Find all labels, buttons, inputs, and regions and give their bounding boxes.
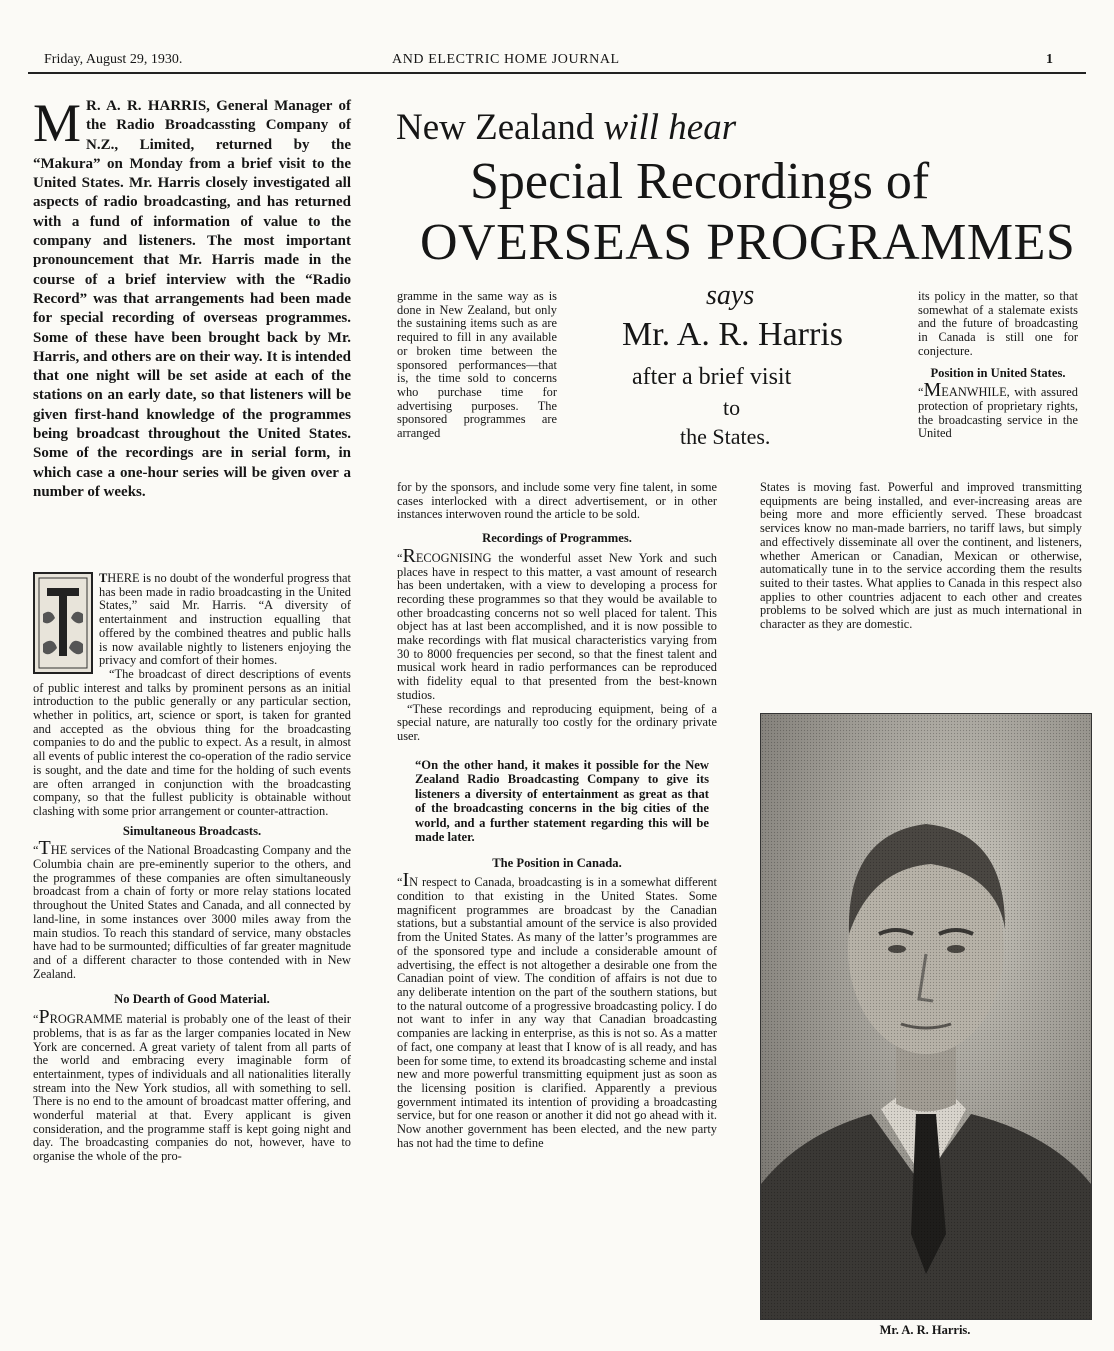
photo-caption: Mr. A. R. Harris. xyxy=(879,1323,971,1337)
col1-para4-quote: “ xyxy=(33,1012,39,1027)
col2-para1-cap: R xyxy=(402,544,416,567)
headline-line3: OVERSEAS PROGRAMMES xyxy=(420,214,1076,271)
ornament-icon xyxy=(35,574,91,672)
col2-para3-text: N respect to Canada, broadcasting is in a somewhat different condition to that existing in the United States. Some magnificent programmes are broadcast by the Canadian stations, but a substantial amount of the service is also provided from the United States. As many of the latter’s programmes are of the sponsored type and include a considerable amount of advertising, the effect is not altogether a desirable one from the Canadian point of view. The condition of affairs is not due to any deliberate intention on the part of the southern stations, but to the natural outcome of a progressive broadcasting policy. I do not want to infer in any way that Canadian broadcasting companies are lacking in enterprise, as this is not so. As a matter of fact, one company at least that I know of is all ready, and has been for some time, to extend its broadcasting scheme and instal new and more powerful transmitting equipment just as soon as the licensing position is clarified. Apparently a previous government intimated its intention of providing a broadcasting service, but for one reason or another it did not go ahead with it. Now another government has been elected, and the new party has not had the time to define xyxy=(397,875,718,1150)
col2-para3-quote: “ xyxy=(397,875,403,890)
intro-drop-cap: M xyxy=(33,93,82,153)
col1-para1-text: HERE is no doubt of the wonderful progress that has been made in radio broadcasting in the United States,” said Mr. Harris. “A diversity of entertainment and instruction equalling that offered by the combined theatres and public halls is now available nightly to listeners enjoying the privacy and comfort of their homes. xyxy=(99,571,351,668)
headline-line1 xyxy=(396,106,736,149)
col3-para-cap: M xyxy=(923,379,942,402)
col3-para-cont: States is moving fast. Powerful and improved transmitting equipments are being installed, and ever-increasing areas are being more and more efficiently served. These broadcast services know no man-made barriers, no tariff laws, but simply and effectively disseminate all over the continent, and listeners, whether American or Canadian, Mexican or otherwise, automatically tune in to the service according them the results suited to their tastes. What applies to Canada in this respect also applies to other countries adjacent to each other and creates problems to be solved which are just as much international in character as they are domestic. xyxy=(760,480,1082,632)
col2-para1-text: ECOGNISING the wonderful asset New York and such places have in respect to this matter, a vast amount of research has been undertaken, with a view to developing a process for recording these programmes so that they would be available to other broadcasting concerns not so well placed for talent. This object has at last been accomplished, and it is now possible to make recordings with flat musical characteristics varying from 30 to 8000 frequencies per second, so that the finest talent and musical work heard in radio performances can be reproduced with fidelity equal to that presented from the best-known studios. xyxy=(397,550,717,702)
col1-para1-drop: T xyxy=(99,571,108,585)
byline-name: Mr. A. R. Harris xyxy=(622,316,843,353)
col2-top-text: gramme in the same way as is done in New Zealand, but only the sustaining items such as are required to fill in any available or broken time between the sponsored performances—that is, the time sold to concerns who purchase time for advertising purposes. The sponsored programmes are arranged xyxy=(397,289,557,441)
headline-line1-plain: New Zealand xyxy=(396,107,604,148)
headline-line1-italic: will hear xyxy=(603,107,737,148)
col3-top-text: its policy in the matter, so that somewhat of a stalemate exists and the future of broadcasting in Canada is still one for conjecture. xyxy=(918,289,1078,358)
col1-para3-text: HE services of the National Broadcasting Company and the Columbia chain are pre-eminently superior to the others, and the programmes of these companies are often simultaneously broadcast from a chain of forty or more relay stations located throughout the United States and Canada, and all connected by land-line, in some instances over 3000 miles away from the main studios. To reach this standard of service, many obstacles have had to be surmounted; difficulties of far greater magnitude and of a different character to those contended with in New Zealand. xyxy=(33,843,351,981)
column-3 xyxy=(760,481,1082,632)
intro-text: R. A. R. HARRIS, General Manager of the Radio Broadcassting Company of N.Z., Limited, returned by the “Makura” on Monday from a brief visit to the United States. Mr. Harris closely investigated all aspects of radio broadcasting, and has returned with a fund of information of value to the company and listeners. The most important pronouncement that Mr. Harris made in the course of a brief interview with the “Radio Record” was that arrangements had been made for special recording of overseas programmes. Some of these have been brought back by Mr. Harris, and others are on their way. It is intended that one night will be set aside at each of the stations on an early date, so that listeners will be given first-hand knowledge of the programmes being broadcast throughout the United States. Some of the recordings are in serial form, in which case a one-hour series will be given over a number of weeks. xyxy=(33,98,351,500)
pull-quote: “On the other hand, it makes it possible for the New Zealand Radio Broadcasting Company to give its listeners a diversity of entertainment as great as that of the broadcasting concerns in the big cities of the world, and a further statement regarding this will be made later. xyxy=(415,757,709,845)
col3-para-quote: “ xyxy=(918,385,924,400)
col1-para3 xyxy=(33,837,351,981)
col2-para1-quote: “ xyxy=(397,550,403,565)
column-1 xyxy=(33,572,351,1164)
column-3-top xyxy=(918,290,1078,441)
subhead-recordings: Recordings of Programmes. xyxy=(482,531,632,546)
byline-to: to xyxy=(723,395,741,420)
col1-para3-cap: T xyxy=(38,837,51,860)
intro-paragraph xyxy=(33,93,351,502)
column-2 xyxy=(397,481,717,1150)
byline-says: says xyxy=(706,280,755,311)
column-2-top xyxy=(397,290,557,441)
col2-para1 xyxy=(397,544,717,703)
byline-after: after a brief visit xyxy=(632,364,792,390)
portrait-image xyxy=(761,714,1091,1319)
col2-para3-cap: I xyxy=(402,869,410,892)
portrait-photo xyxy=(760,713,1092,1320)
col1-para4-cap: P xyxy=(38,1006,50,1029)
byline-states: the States. xyxy=(680,424,771,449)
header-rule xyxy=(28,72,1086,74)
col1-para4 xyxy=(33,1006,351,1164)
subhead-position-us: Position in United States. xyxy=(930,365,1066,380)
header-date: Friday, August 29, 1930. xyxy=(44,52,183,67)
subhead-simultaneous: Simultaneous Broadcasts. xyxy=(122,823,262,838)
subhead-canada: The Position in Canada. xyxy=(492,855,622,870)
ornamental-initial xyxy=(33,572,93,674)
col2-cont: for by the sponsors, and include some very fine talent, in some cases interlocked with a direct advertisement, or in other instances interwoven round the article to be sold. xyxy=(397,480,717,522)
col1-para2: “The broadcast of direct descriptions of events of public interest and talks by prominent persons as an initial introduction to the public generally or any particular section, whether in politics, art, science or sport, is taken for granted and accepted as the obvious thing for the broadcasting companies to do and the public to expect. As a result, in almost all events of public interest the co-operation of the radio service is sought, and the date and time for the holding of such events are often arranged in conjunction with the broadcasting company, so that the fullest publicity is obtainable without clashing with some prior arrangement or counter-attraction. xyxy=(33,666,351,818)
col3-para-top-text: EANWHILE, with assured protection of proprietary rights, the broadcasting service in the United xyxy=(918,385,1078,441)
subhead-no-dearth: No Dearth of Good Material. xyxy=(114,992,270,1007)
headline-line2: Special Recordings of xyxy=(470,153,930,210)
col1-para4-text: ROGRAMME material is probably one of the least of their problems, that is as far as the larger companies located in New York are concerned. A great variety of talent from all parts of the world and embracing every imaginable form of entertainment, types of individuals and all nationalities literally stream into the New York studios, all with something to sell. There is no end to the amount of broadcast matter offering, and wonderful material at that. Every applicant is given consideration, and the programme staff is kept going night and day. The broadcasting companies do not, however, have to organise the whole of the pro- xyxy=(33,1012,351,1164)
col3-para-top xyxy=(918,379,1078,441)
col2-para3 xyxy=(397,869,718,1150)
col2-para2: “These recordings and reproducing equipment, being of a special nature, are naturally too costly for the ordinary private user. xyxy=(397,701,717,743)
col1-para3-quote: “ xyxy=(33,843,39,858)
header-journal: AND ELECTRIC HOME JOURNAL xyxy=(392,52,620,67)
page-number: 1 xyxy=(1046,52,1053,67)
